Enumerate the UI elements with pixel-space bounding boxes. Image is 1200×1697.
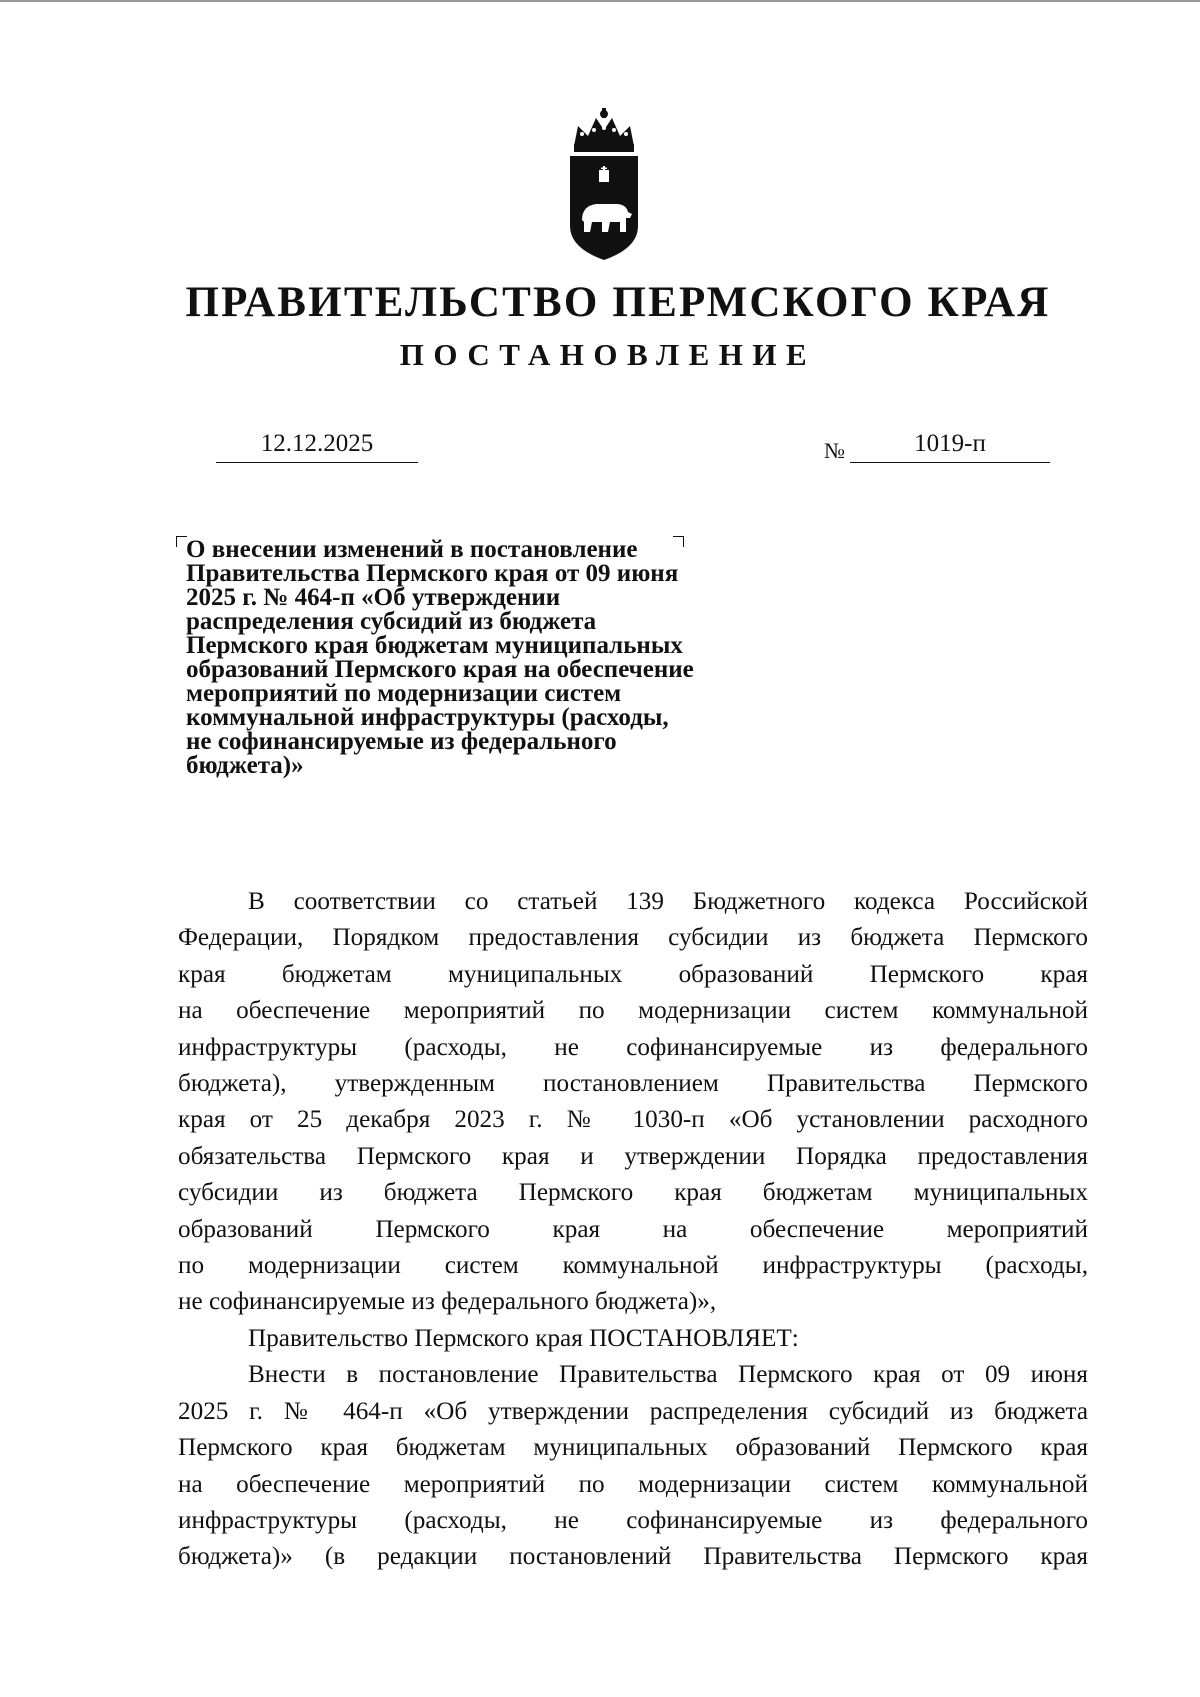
body-line: не софинансируемые из федерального бюджета)», [178,1288,717,1316]
body-line: 2025 г. № 464-п «Об утверждении распределения субсидий из бюджета [178,1397,1088,1425]
body-line: на обеспечение мероприятий по модернизации систем коммунальной [178,1470,1088,1498]
body-line: В соответствии со статьей 139 Бюджетного кодекса Российской [248,888,1088,915]
document-subject [186,538,746,778]
body-line: инфраструктуры (расходы, не софинансируемые из федерального [178,1506,1088,1534]
subject-line: Пермского края бюджетам муниципальных [186,632,683,659]
subject-line: О внесении изменений в постановление [186,536,638,563]
subject-line: коммунальной инфраструктуры (расходы, [186,704,669,731]
body-line: инфраструктуры (расходы, не софинансируемые из федерального [178,1033,1088,1061]
document-body [178,884,1088,1576]
body-line: Пермского края бюджетам муниципальных образований Пермского края [178,1434,1088,1462]
body-line: на обеспечение мероприятий по модернизации систем коммунальной [178,997,1088,1025]
page-top-edge [0,0,1200,2]
body-line: Федерации, Порядком предоставления субсидии из бюджета Пермского [178,924,1088,952]
document-number: 1019-п [850,428,1050,463]
subject-line: бюджета)» [186,752,304,779]
body-line: края бюджетам муниципальных образований Пермского края [178,960,1088,988]
body-line: бюджета), утвержденным постановлением Правительства Пермского [178,1070,1088,1098]
body-line: образований Пермского края на обеспечение мероприятий [178,1215,1088,1243]
body-line: обязательства Пермского края и утверждении Порядка предоставления [178,1142,1088,1170]
body-line: субсидии из бюджета Пермского края бюджетам муниципальных [178,1179,1088,1207]
subject-line: не софинансируемые из федерального [186,728,617,755]
document-date: 12.12.2025 [216,428,418,463]
document-type-title: ПОСТАНОВЛЕНИЕ [399,337,817,372]
body-line: Внести в постановление Правительства Пермского края от 09 июня [248,1361,1088,1389]
subject-line: Правительства Пермского края от 09 июня [186,560,679,587]
subject-line: распределения субсидий из бюджета [186,608,597,635]
body-line: края от 25 декабря 2023 г. № 1030-п «Об установлении расходного [178,1106,1088,1134]
organization-title: ПРАВИТЕЛЬСТВО ПЕРМСКОГО КРАЯ [185,279,1051,326]
body-line: бюджета)» (в редакции постановлений Правительства Пермского края [178,1543,1088,1571]
body-line: Правительство Пермского края ПОСТАНОВЛЯЕТ: [248,1324,799,1352]
number-sign: № [824,438,845,463]
coat-of-arms-icon [568,108,640,260]
subject-line: 2025 г. № 464-п «Об утверждении [186,584,561,611]
subject-line: мероприятий по модернизации систем [186,680,622,707]
body-line: по модернизации систем коммунальной инфраструктуры (расходы, [178,1252,1088,1280]
subject-line: образований Пермского края на обеспечение [186,656,694,683]
